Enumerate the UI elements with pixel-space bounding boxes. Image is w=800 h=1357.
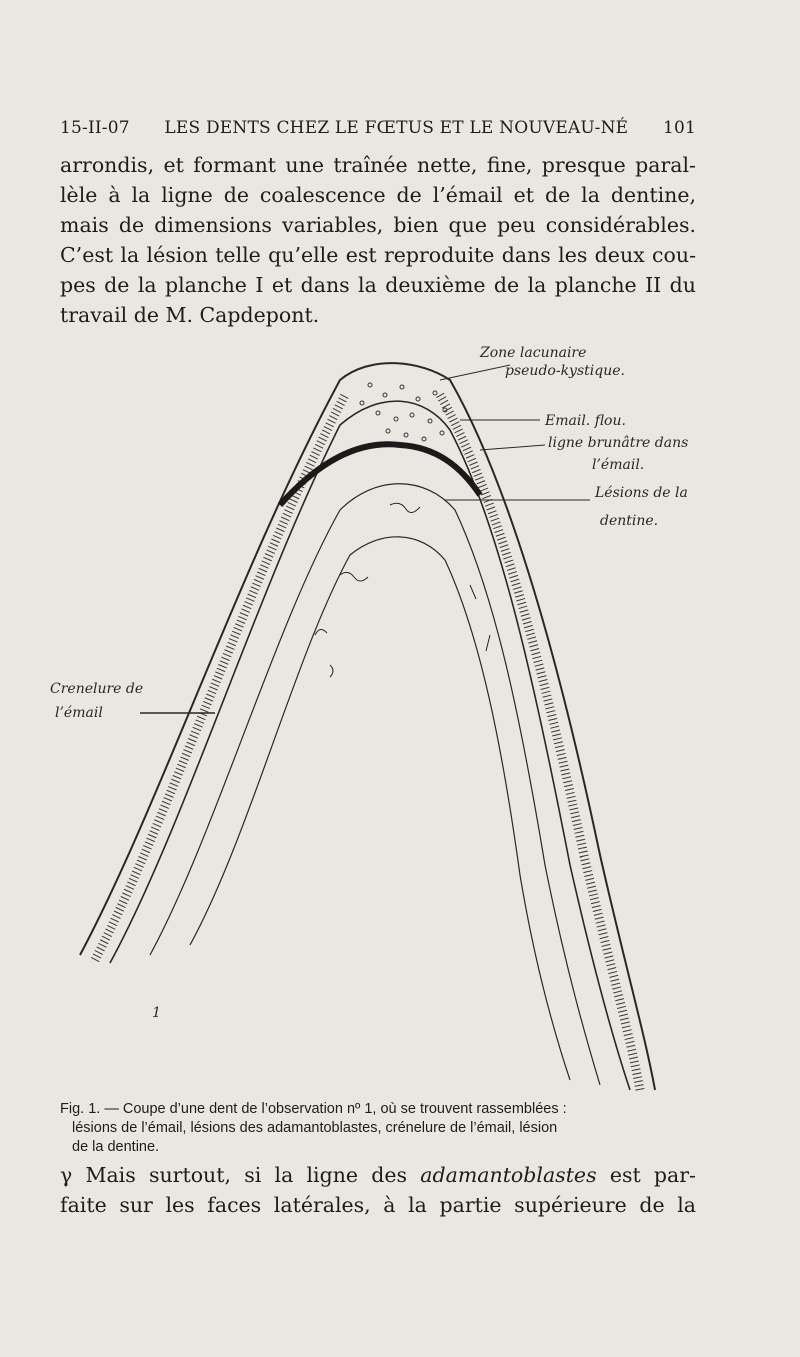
running-head-title: LES DENTS CHEZ LE FŒTUS ET LE NOUVEAU-NÉ: [164, 118, 629, 138]
paragraph-line: [60, 1160, 696, 1190]
enamel-outer-outline: [80, 363, 655, 1090]
paragraph-line: mais de dimensions variables, bien que peu considérables.: [60, 213, 696, 237]
paragraph-line: lèle à la ligne de coalescence de l’émail et de la dentine,: [60, 183, 696, 207]
tooth-section-drawing: [40, 335, 740, 1105]
text-run: γ Mais surtout, si la ligne des: [60, 1163, 408, 1187]
figure-caption: [60, 1100, 696, 1157]
zone-lacunaire-dots: [360, 383, 447, 441]
paragraph-bottom: [60, 1160, 696, 1220]
leader-ligne: [480, 445, 545, 450]
dentine-outline-2: [190, 537, 570, 1080]
running-head-date: 15-II-07: [60, 118, 130, 138]
paragraph-line: pes de la planche I et dans la deuxième de la planche II du: [60, 273, 696, 297]
caption-line: Fig. 1. — Coupe d’une dent de l’observation nº 1, où se trouvent rassemblées :: [60, 1101, 567, 1117]
paragraph-top: [60, 150, 696, 330]
page-number: 101: [662, 118, 696, 138]
running-head: [60, 118, 696, 138]
paragraph-line: travail de M. Capdepont.: [60, 303, 320, 327]
dentine-outline-1: [150, 484, 600, 1085]
label-zone-1: Zone lacunaire: [480, 345, 587, 361]
leader-zone: [440, 365, 510, 380]
label-ligne-2: l’émail.: [592, 457, 645, 473]
label-crenelure-2: l’émail: [55, 705, 103, 721]
figure-mark: 1: [152, 1005, 161, 1021]
label-ligne-1: ligne brunâtre dans: [548, 435, 689, 451]
paragraph-line: arrondis, et formant une traînée nette, fine, presque paral-: [60, 153, 696, 177]
text-run: est par-: [609, 1163, 696, 1187]
label-lesion-1: Lésions de la: [595, 485, 688, 501]
label-crenelure-1: Crenelure de: [50, 681, 144, 697]
paragraph-line: faite sur les faces latérales, à la partie supérieure de la: [60, 1193, 696, 1217]
caption-line: lésions de l’émail, lésions des adamantoblastes, crénelure de l’émail, lésion: [72, 1120, 558, 1136]
brown-line-in-enamel: [280, 444, 480, 505]
caption-line: de la dentine.: [72, 1139, 160, 1155]
label-zone-2: pseudo-kystique.: [505, 363, 625, 379]
italic-term: adamantoblastes: [420, 1163, 597, 1187]
label-email: Email. flou.: [545, 413, 626, 429]
paragraph-line: C’est la lésion telle qu’elle est reproduite dans les deux cou-: [60, 243, 696, 267]
tooth-section-figure: [40, 335, 740, 1105]
enamel-inner-outline: [110, 401, 630, 1090]
label-lesion-2: dentine.: [600, 513, 659, 529]
